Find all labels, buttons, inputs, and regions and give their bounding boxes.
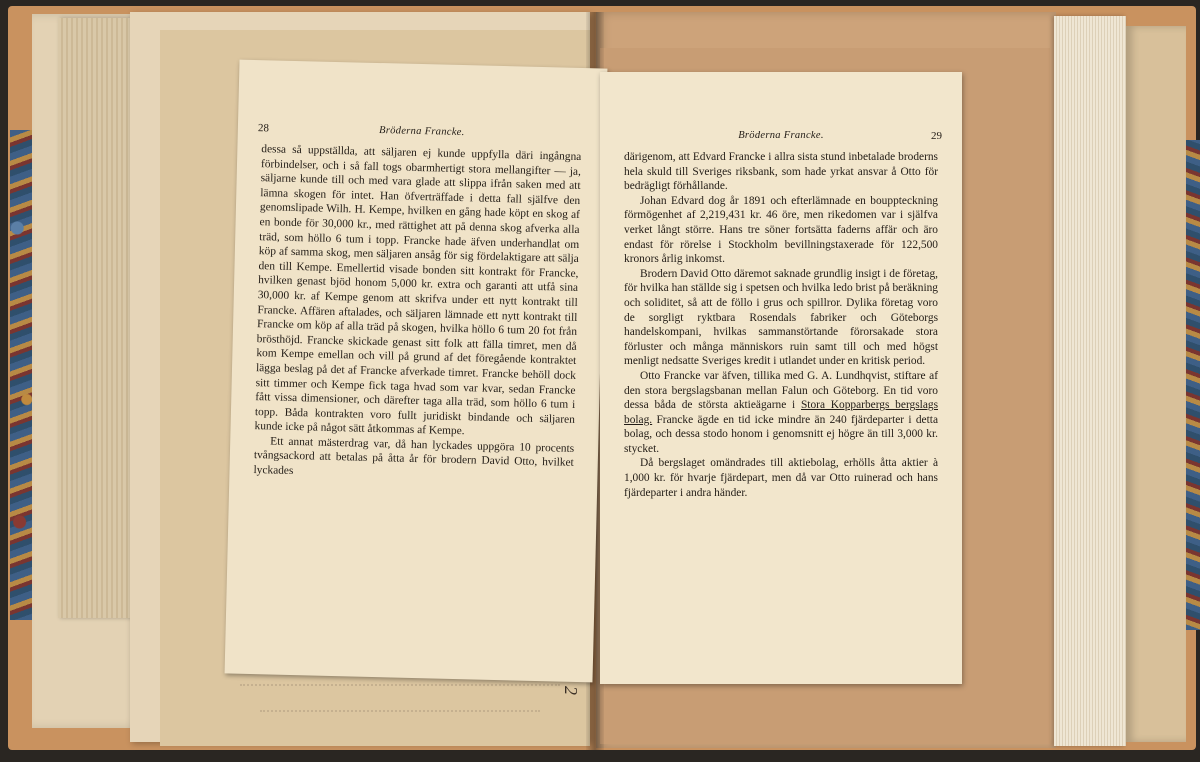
running-head-right: [620, 130, 942, 146]
page-number: 28: [257, 122, 270, 135]
paragraph: Brodern David Otto däremot saknade grundlig insigt i de företag, för hvilka han ställde sig i spetsen och hvilka ledo brist på beräkning och soliditet, så att de föllo i grus och spillror. Dylika företag voro de sorgligt ryktbara Rosendals fabriker och Göteborgs handelskompani, hvilkas sammanstörtande förorsakade stora förluster och många människors ruin samt till och med högst menligt nedsatte Sveriges kredit i utlandet under en kritisk period.: [624, 267, 938, 368]
running-title: Bröderna Francke.: [378, 125, 465, 139]
paragraph: dessa så uppställda, att säljaren ej kunde uppfylla däri ingångna förbindelser, och i så fall togs obarmhertigt stora mellangifter — ja, säljarne kunde till och med vara glade att slippa ifrån saken med att lämna skogen för intet. Han öfverträffade i detta fall själfve den genomslipade Wilh. H. Kempe, hvilken en gång hade köpt en skog af en bonde för 30,000 kr., med rättighet att på denna skog afverka alla träd, som höllo 6 tum i topp. Francke hade äfven underhandlat om köp af samma skog, men säljaren ansåg för sig fördelaktigare att sälja den till Kempe. Emellertid visade bonden sitt kontrakt för Francke, hvilken genast bjöd honom 5,000 kr. extra och garanti att utfå sina 30,000 kr. af Kempe genom att skrifva under ett nytt kontrakt till Francke. Affären aftalades, och säljaren lämnade ett nytt kontrakt till Francke om köp af alla träd på skogen, hvilka höllo 6 tum 20 fot från brösthöjd. Francke skickade genast sitt folk att fälla timret, men då kom Kempe emellan och vill på grund af det föregående kontraktet lägga beslag på det af Francke afverkade timret. Francke behöll dock sitt timmer och Kempe fick taga hvad som var kvar, sedan Francke fått vissa dimensioner, och därefter taga alla träd, som höllo 6 tum i topp. Båda kontrakten voro fullt juridiskt bindande och säljaren kunde icke på något sätt åtkommas af Kempe.: [254, 143, 582, 438]
paragraph: därigenom, att Edvard Francke i allra sista stund inbetalade broderns hela skuld till Sveriges riksbank, som hade yrkat ansvar å Otto för bedrägligt förhållande.: [624, 151, 938, 193]
paragraph-text: Francke ägde en tid icke mindre än 240 fjärdeparter i detta bolag, och dessa stodo honom i genomsnitt ej högre än till 3,000 kr. stycket.: [624, 413, 938, 455]
album-flap-right: [1126, 26, 1186, 742]
book-page-right: [600, 72, 962, 684]
paragraph: Då bergslaget omändrades till aktiebolag, erhölls åtta aktier à 1,000 kr. för hvarje fjärdepart, men då var Otto ruinerad och hans fjärdeparter i andra händer.: [624, 457, 938, 499]
paragraph-text: Otto Francke var äfven, tillika med G. A. Lundhqvist, stiftare af den stora bergslagsbanan mellan Falun och Göteborg. En tid voro dessa båda de största aktieägarne i: [624, 369, 938, 412]
marbled-endpaper-right: [1184, 140, 1200, 630]
paragraph: [624, 369, 938, 457]
paragraph: Ett annat mästerdrag var, då han lyckades uppgöra 10 procents tvångsackord att betalas på åtta år för brodern David Otto, hvilket lyckades: [253, 435, 575, 478]
handwritten-margin-note: 2: [561, 686, 581, 695]
paragraph: Johan Edvard dog år 1891 och efterlämnade en bouppteckning förmögenhet af 2,219,431 kr. 46 öre, men rikedomen var i själfva verket långt större. Hans tre söner fortsätta faderns affär och äro endast för rörelse i Stockholm bevillningstaxerade för 122,500 kronors årlig inkomst.: [624, 194, 938, 266]
page-number: 29: [931, 130, 942, 142]
album-leaf-left-strip: [58, 18, 134, 618]
underlined-company-name: Stora Kopparbergs bergslags bolag.: [624, 399, 939, 426]
page-body-left: [253, 142, 581, 485]
running-title: Bröderna Francke.: [738, 130, 824, 141]
page-body-right: [624, 150, 938, 500]
book-page-left: [225, 60, 608, 683]
marbled-endpaper-left: [10, 130, 34, 620]
page-block-edge: [1054, 16, 1126, 746]
